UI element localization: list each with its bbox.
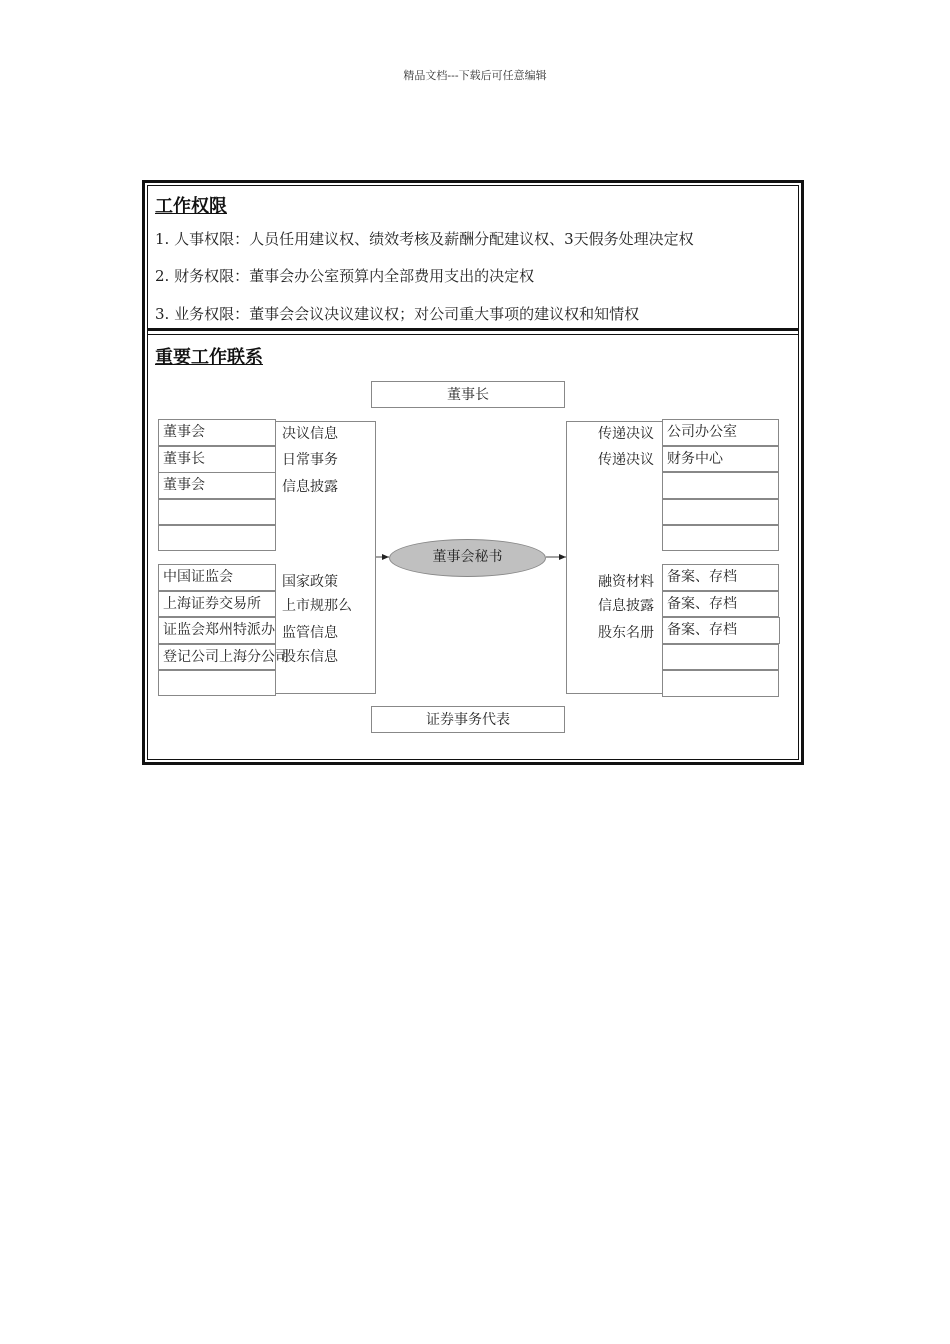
right-box-1: 公司办公室 <box>662 419 779 446</box>
right-label-2: 传递决议 <box>598 452 654 468</box>
center-node-secretary: 董事会秘书 <box>389 539 546 577</box>
page-header-note: 精品文档---下载后可任意编辑 <box>403 69 547 82</box>
left-box-6: 中国证监会 <box>158 564 276 591</box>
authority-item-3: 3. 业务权限：董事会会议决议建议权；对公司重大事项的建议权和知情权 <box>155 305 640 323</box>
right-box-3 <box>662 472 779 499</box>
left-box-7: 上海证券交易所 <box>158 591 276 617</box>
left-box-10 <box>158 670 276 696</box>
left-label-3: 信息披露 <box>282 479 338 495</box>
left-box-4 <box>158 499 276 525</box>
right-box-6: 备案、存档 <box>662 564 779 591</box>
left-box-8: 证监会郑州特派办 <box>158 617 276 644</box>
right-label-3: 融资材料 <box>598 574 654 590</box>
right-label-5: 股东名册 <box>598 625 654 641</box>
left-box-3: 董事会 <box>158 472 276 499</box>
top-box-chairman: 董事长 <box>371 381 565 408</box>
right-box-8: 备案、存档 <box>662 617 780 644</box>
left-box-9: 登记公司上海分公司 <box>158 644 276 670</box>
right-label-1: 传递决议 <box>598 426 654 442</box>
right-box-7: 备案、存档 <box>662 591 779 617</box>
right-box-2: 财务中心 <box>662 446 779 472</box>
right-box-9 <box>662 644 779 670</box>
right-box-5 <box>662 525 779 551</box>
right-label-4: 信息披露 <box>598 598 654 614</box>
authority-title: 工作权限 <box>155 196 227 217</box>
left-label-1: 决议信息 <box>282 426 338 442</box>
left-label-5: 上市规那么 <box>282 598 352 614</box>
authority-item-1: 1. 人事权限：人员任用建议权、绩效考核及薪酬分配建议权、3天假务处理决定权 <box>155 230 694 248</box>
left-box-5 <box>158 525 276 551</box>
right-box-10 <box>662 670 779 697</box>
left-label-2: 日常事务 <box>282 452 338 468</box>
left-box-2: 董事长 <box>158 446 276 473</box>
bottom-box-securities-rep: 证券事务代表 <box>371 706 565 733</box>
left-box-1: 董事会 <box>158 419 276 446</box>
right-box-4 <box>662 499 779 525</box>
left-label-6: 监管信息 <box>282 625 338 641</box>
authority-item-2: 2. 财务权限：董事会办公室预算内全部费用支出的决定权 <box>155 267 535 285</box>
relations-title: 重要工作联系 <box>155 347 263 368</box>
left-label-7: 股东信息 <box>282 649 338 665</box>
left-label-4: 国家政策 <box>282 574 338 590</box>
